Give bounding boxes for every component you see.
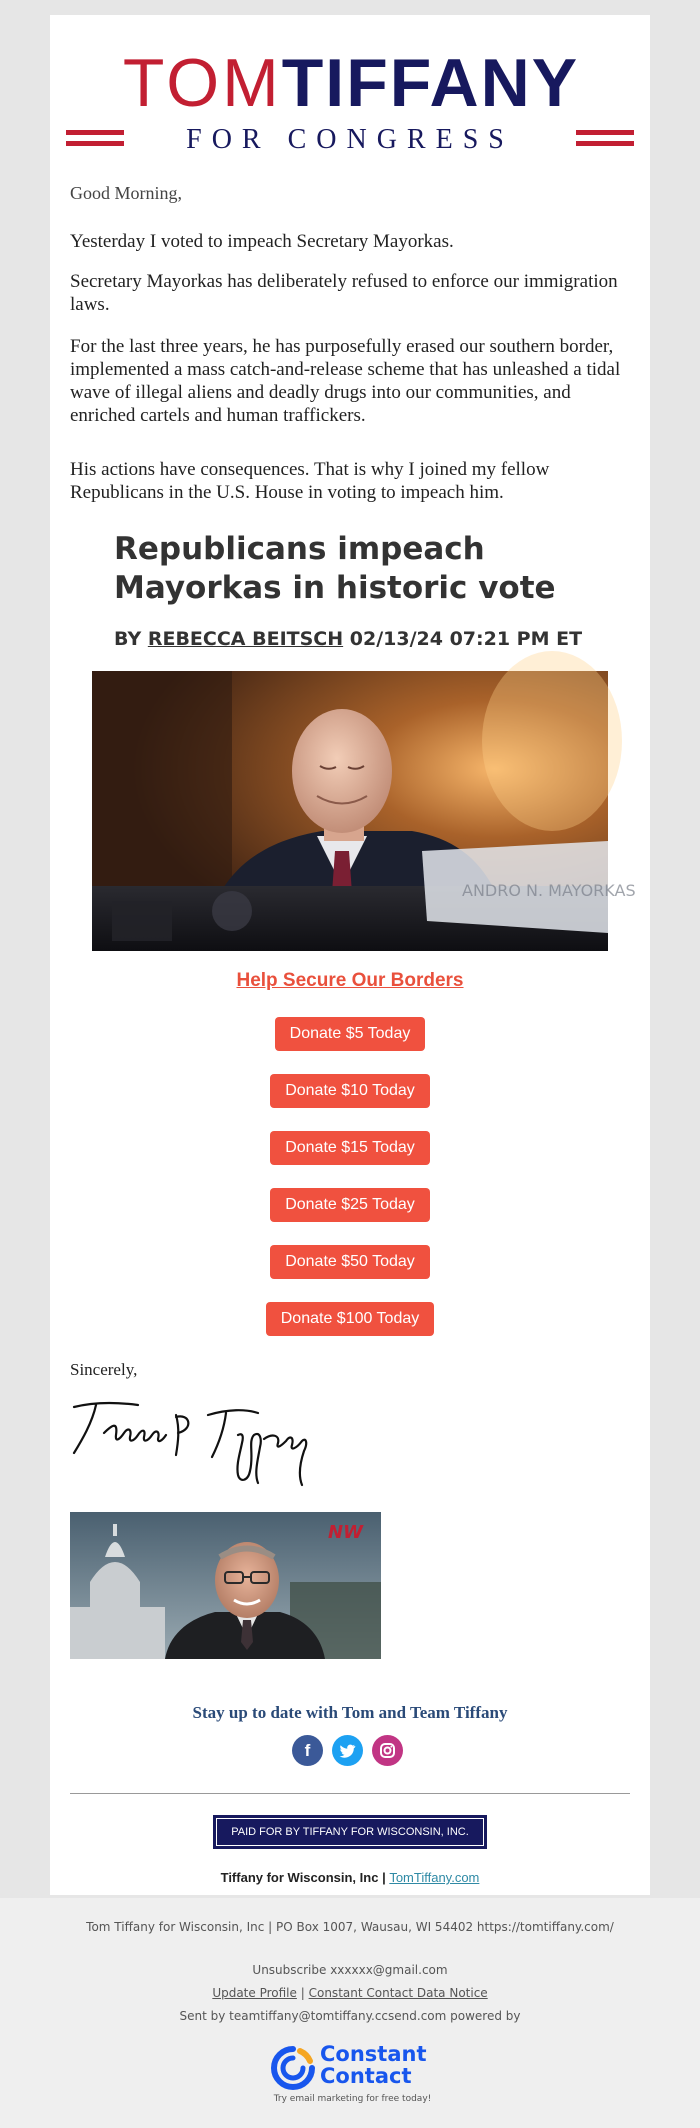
sincerely-text: Sincerely,: [70, 1360, 138, 1379]
paid-for-disclaimer: PAID FOR BY TIFFANY FOR WISCONSIN, INC.: [213, 1815, 487, 1849]
paragraph-1: Yesterday I voted to impeach Secretary Mayorkas.: [70, 231, 454, 252]
paragraph-3: For the last three years, he has purposefully erased our southern border, implemented a mass catch-and-release scheme that has unleashed a tidal wave of illegal aliens and deadly drugs into our communities, and enriched cartels and human traffickers.: [70, 336, 621, 426]
logo-wordmark: [66, 45, 636, 121]
instagram-camera-glyph: [372, 1735, 403, 1766]
paragraph-4: His actions have consequences. That is why I joined my fellow Republicans in the U.S. House in voting to impeach him.: [70, 459, 550, 503]
donate-50-button[interactable]: Donate $50 Today: [270, 1245, 430, 1279]
donate-15-button[interactable]: Donate $15 Today: [270, 1131, 430, 1165]
logo-subtitle: FOR CONGRESS: [186, 124, 514, 155]
author-link[interactable]: REBECCA BEITSCH: [147, 628, 344, 650]
article-date: 02/13/24 07:21 PM ET: [349, 628, 583, 650]
unsubscribe-link[interactable]: Unsubscribe xxxxxx@gmail.com: [252, 1963, 448, 1977]
donate-5-button[interactable]: Donate $5 Today: [275, 1017, 425, 1051]
cc-line-1: Constant: [320, 2042, 427, 2066]
signature: [68, 1395, 328, 1495]
donate-100-button[interactable]: Donate $100 Today: [266, 1302, 434, 1336]
video-thumbnail[interactable]: [70, 1512, 381, 1659]
twitter-bird-glyph: [332, 1735, 363, 1766]
footer-separator: |: [300, 1986, 305, 2000]
cc-wordmark: [320, 2043, 427, 2087]
article-byline: [114, 628, 582, 650]
logo-tiffany: TIFFANY: [281, 45, 580, 121]
byline-prefix: BY: [114, 628, 142, 650]
cc-tagline: Try email marketing for free today!: [273, 2094, 432, 2104]
constant-contact-icon: [270, 2045, 316, 2091]
mayorkas-photo: [92, 671, 636, 951]
org-name: Tiffany for Wisconsin, Inc: [220, 1870, 379, 1885]
tomtiffany-link[interactable]: TomTiffany.com: [389, 1870, 480, 1885]
footer-address: Tom Tiffany for Wisconsin, Inc | PO Box 1007, Wausau, WI 54402 https://tomtiffany.com/: [86, 1920, 614, 1934]
donate-10-button[interactable]: Donate $10 Today: [270, 1074, 430, 1108]
campaign-logo: [50, 15, 650, 165]
article-title: Republicans impeach Mayorkas in historic vote: [114, 531, 556, 606]
video-still: [70, 1512, 381, 1659]
sent-by-text: Sent by teamtiffany@tomtiffany.ccsend.com powered by: [179, 2009, 521, 2023]
profile-links: [0, 1986, 700, 2000]
logo-subtitle-row: [50, 125, 650, 155]
constant-contact-logo[interactable]: [270, 2043, 435, 2108]
help-secure-borders-link[interactable]: Help Secure Our Borders: [236, 970, 464, 991]
cc-line-2: Contact: [320, 2064, 412, 2088]
greeting: Good Morning,: [70, 183, 182, 203]
facebook-icon[interactable]: f: [292, 1735, 323, 1766]
stay-up-to-date-heading: Stay up to date with Tom and Team Tiffany: [192, 1703, 508, 1722]
logo-stripe: [66, 130, 124, 135]
handwritten-signature: [68, 1395, 328, 1490]
data-notice-link[interactable]: Constant Contact Data Notice: [308, 1986, 488, 2000]
placard-text: ANDRO N. MAYORKAS: [462, 881, 636, 900]
constant-contact-footer: [0, 1898, 700, 2128]
logo-tom: TOM: [122, 45, 282, 121]
video-logo: NW: [328, 1522, 363, 1543]
article-photo[interactable]: [92, 671, 636, 951]
footer-divider: [70, 1793, 630, 1794]
twitter-icon[interactable]: [332, 1735, 363, 1766]
logo-stripe: [576, 141, 634, 146]
org-separator: |: [382, 1870, 386, 1885]
donate-25-button[interactable]: Donate $25 Today: [270, 1188, 430, 1222]
update-profile-link[interactable]: Update Profile: [212, 1986, 297, 2000]
email-card: [50, 15, 650, 1895]
paragraph-2: Secretary Mayorkas has deliberately refused to enforce our immigration laws.: [70, 271, 618, 315]
logo-stripe: [66, 141, 124, 146]
logo-stripe: [576, 130, 634, 135]
org-line: [50, 1870, 650, 1885]
instagram-icon[interactable]: [372, 1735, 403, 1766]
